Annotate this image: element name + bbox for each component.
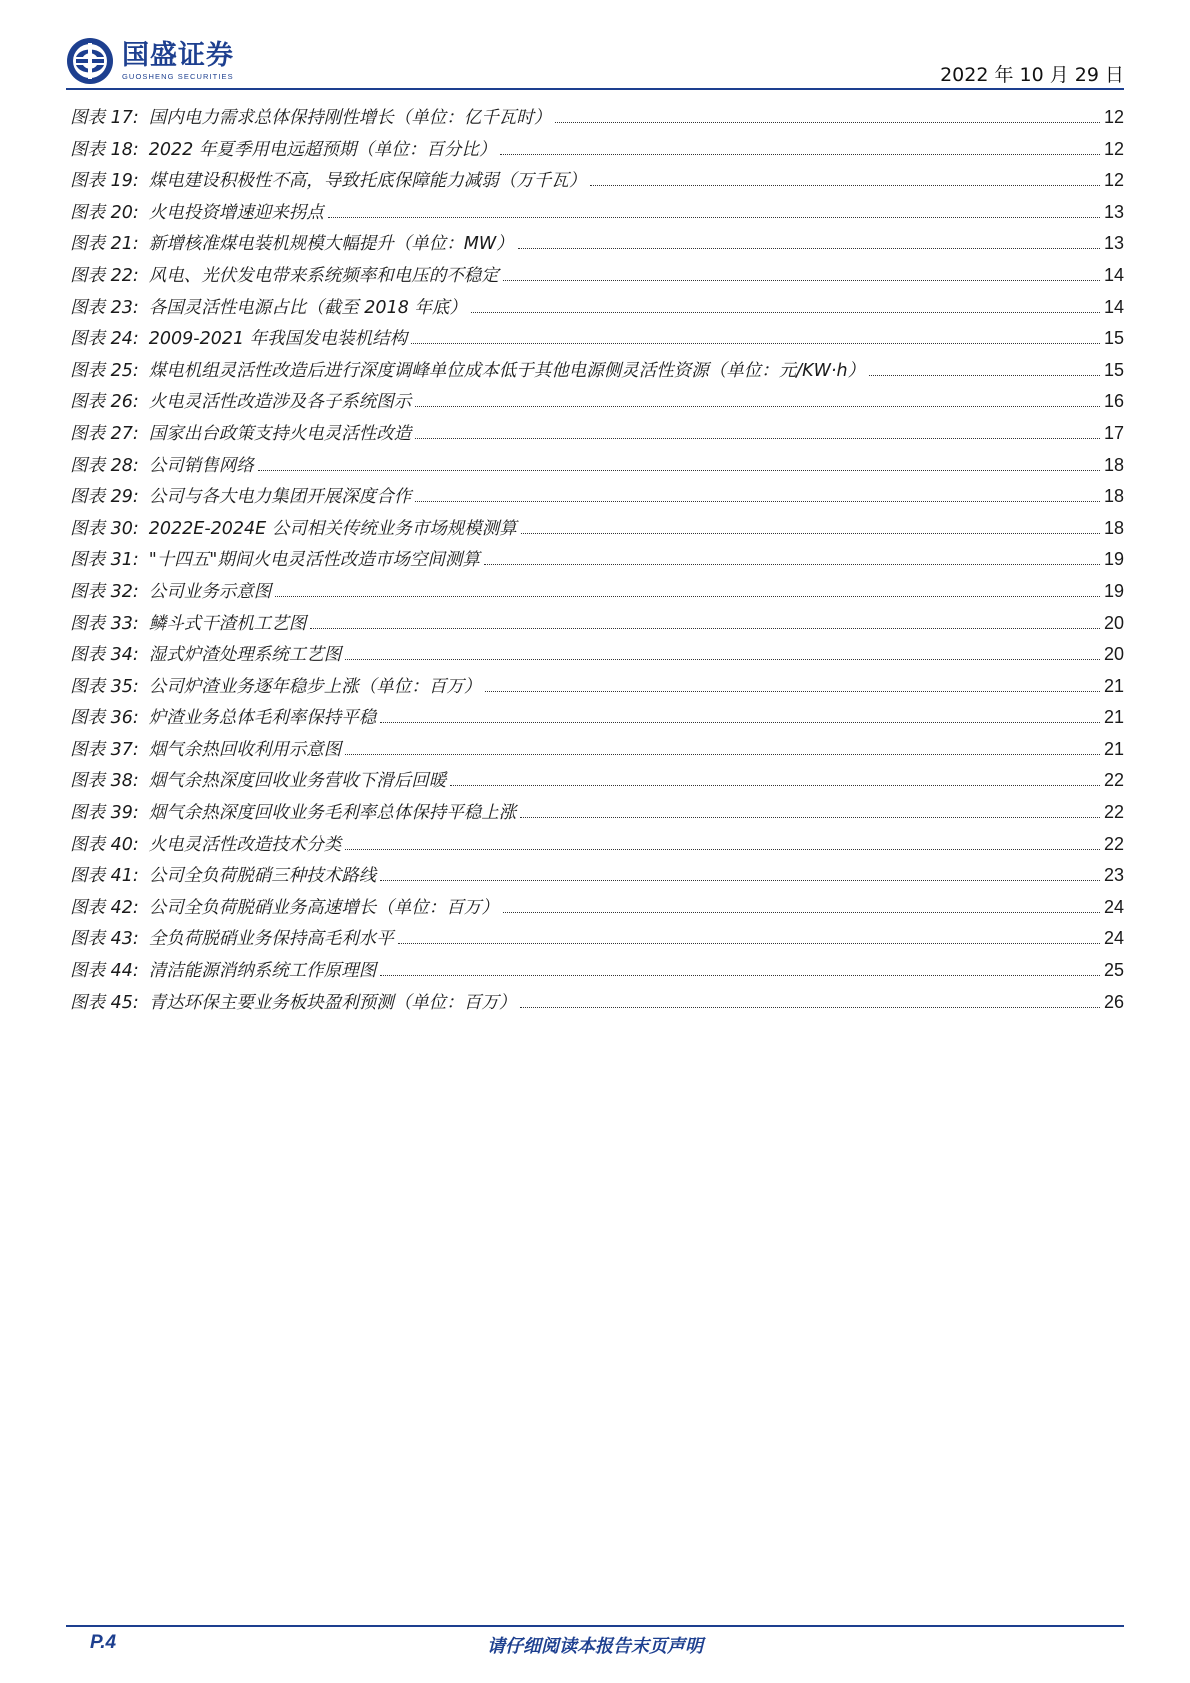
toc-entry-label: 图表 34: xyxy=(70,645,139,666)
toc-entry[interactable] xyxy=(70,420,1124,452)
logo-english-name: GUOSHENG SECURITIES xyxy=(122,71,234,81)
header-divider xyxy=(66,88,1124,90)
toc-entry[interactable] xyxy=(70,294,1124,326)
toc-entry-title: 火电投资增速迎来拐点 xyxy=(148,202,324,223)
toc-entry-label: 图表 19: xyxy=(70,171,139,192)
toc-entry-page: 18 xyxy=(1103,517,1124,538)
toc-entry-page: 19 xyxy=(1103,549,1124,570)
toc-entry[interactable] xyxy=(70,862,1124,894)
toc-entry[interactable] xyxy=(70,831,1124,863)
toc-dot-leader xyxy=(869,375,1100,376)
toc-entry[interactable] xyxy=(70,357,1124,389)
toc-dot-leader xyxy=(415,438,1100,439)
toc-entry-label: 图表 26: xyxy=(70,392,139,413)
toc-entry-title: 公司销售网络 xyxy=(148,455,254,476)
toc-dot-leader xyxy=(345,754,1100,755)
toc-entry[interactable] xyxy=(70,388,1124,420)
toc-entry-title: 鳞斗式干渣机工艺图 xyxy=(148,613,307,634)
toc-entry-title: 公司全负荷脱硝三种技术路线 xyxy=(148,866,377,887)
toc-entry-label: 图表 44: xyxy=(70,961,139,982)
toc-dot-leader xyxy=(415,406,1100,407)
company-logo xyxy=(66,36,234,86)
toc-entry-label: 图表 43: xyxy=(70,929,139,950)
toc-entry-label: 图表 18: xyxy=(70,139,139,160)
toc-entry[interactable] xyxy=(70,230,1124,262)
toc-entry-title: 公司全负荷脱硝业务高速增长（单位：百万） xyxy=(148,897,499,918)
toc-entry-page: 20 xyxy=(1103,644,1124,665)
toc-entry-title: 烟气余热深度回收业务毛利率总体保持平稳上涨 xyxy=(148,803,517,824)
toc-entry-title: 火电灵活性改造技术分类 xyxy=(148,834,342,855)
toc-entry-page: 19 xyxy=(1103,580,1124,601)
toc-entry-label: 图表 17: xyxy=(70,108,139,128)
toc-entry-page: 21 xyxy=(1103,675,1124,696)
toc-entry-label: 图表 27: xyxy=(70,423,139,444)
toc-entry[interactable] xyxy=(70,610,1124,642)
toc-dot-leader xyxy=(345,849,1100,850)
toc-entry-title: 风电、光伏发电带来系统频率和电压的不稳定 xyxy=(148,265,499,286)
toc-dot-leader xyxy=(380,722,1100,723)
toc-dot-leader xyxy=(471,312,1100,313)
toc-dot-leader xyxy=(520,817,1100,818)
toc-entry[interactable] xyxy=(70,578,1124,610)
toc-entry-label: 图表 41: xyxy=(70,866,139,887)
toc-entry-title: "十四五"期间火电灵活性改造市场空间测算 xyxy=(148,550,480,571)
logo-chinese-name: 国盛证券 xyxy=(122,39,234,71)
toc-dot-leader xyxy=(380,880,1100,881)
toc-entry-page: 23 xyxy=(1103,865,1124,886)
toc-entry-label: 图表 38: xyxy=(70,771,139,792)
toc-entry[interactable] xyxy=(70,452,1124,484)
toc-entry-title: 炉渣业务总体毛利率保持平稳 xyxy=(148,708,377,729)
toc-entry-label: 图表 36: xyxy=(70,708,139,729)
toc-entry-label: 图表 33: xyxy=(70,613,139,634)
toc-entry-title: 全负荷脱硝业务保持高毛利水平 xyxy=(148,929,394,950)
toc-entry-page: 15 xyxy=(1103,359,1124,380)
toc-entry[interactable] xyxy=(70,704,1124,736)
toc-dot-leader xyxy=(450,785,1100,786)
report-date: 2022 年 10 月 29 日 xyxy=(940,64,1124,86)
toc-entry[interactable] xyxy=(70,925,1124,957)
toc-entry-page: 21 xyxy=(1103,707,1124,728)
toc-entry[interactable] xyxy=(70,104,1124,136)
toc-dot-leader xyxy=(380,975,1100,976)
toc-entry-page: 22 xyxy=(1103,802,1124,823)
toc-entry-title: 2022E-2024E 公司相关传统业务市场规模测算 xyxy=(148,518,517,539)
toc-entry-page: 21 xyxy=(1103,738,1124,759)
toc-dot-leader xyxy=(415,501,1100,502)
toc-entry-label: 图表 31: xyxy=(70,550,139,571)
toc-entry-title: 湿式炉渣处理系统工艺图 xyxy=(148,645,342,666)
toc-entry[interactable] xyxy=(70,736,1124,768)
toc-dot-leader xyxy=(398,943,1100,944)
toc-entry[interactable] xyxy=(70,546,1124,578)
toc-entry-title: 公司业务示意图 xyxy=(148,581,272,602)
toc-entry-page: 25 xyxy=(1103,960,1124,981)
toc-dot-leader xyxy=(310,628,1100,629)
toc-entry[interactable] xyxy=(70,894,1124,926)
toc-entry-label: 图表 22: xyxy=(70,265,139,286)
toc-entry[interactable] xyxy=(70,799,1124,831)
toc-entry-label: 图表 45: xyxy=(70,992,139,1013)
toc-entry-page: 14 xyxy=(1103,264,1124,285)
toc-entry-label: 图表 25: xyxy=(70,360,139,381)
toc-entry-title: 煤电建设积极性不高，导致托底保障能力减弱（万千瓦） xyxy=(148,171,587,192)
toc-entry-page: 18 xyxy=(1103,486,1124,507)
toc-dot-leader xyxy=(484,564,1100,565)
toc-entry[interactable] xyxy=(70,515,1124,547)
toc-entry-page: 22 xyxy=(1103,770,1124,791)
toc-entry[interactable] xyxy=(70,673,1124,705)
toc-dot-leader xyxy=(503,912,1100,913)
toc-entry-label: 图表 29: xyxy=(70,487,139,508)
toc-entry[interactable] xyxy=(70,767,1124,799)
toc-entry-page: 12 xyxy=(1103,107,1124,127)
toc-entry-title: 新增核准煤电装机规模大幅提升（单位：MW） xyxy=(148,234,514,255)
toc-dot-leader xyxy=(555,122,1100,123)
toc-entry-title: 2022 年夏季用电远超预期（单位：百分比） xyxy=(148,139,497,160)
toc-dot-leader xyxy=(521,533,1100,534)
toc-entry[interactable] xyxy=(70,957,1124,989)
disclaimer-note: 请仔细阅读本报告末页声明 xyxy=(487,1636,703,1657)
toc-entry[interactable] xyxy=(70,483,1124,515)
toc-entry-label: 图表 28: xyxy=(70,455,139,476)
toc-entry-title: 公司炉渣业务逐年稳步上涨（单位：百万） xyxy=(148,676,482,697)
toc-entry-page: 26 xyxy=(1103,991,1124,1012)
toc-entry-page: 13 xyxy=(1103,233,1124,254)
toc-entry[interactable] xyxy=(70,199,1124,231)
toc-entry-title: 火电灵活性改造涉及各子系统图示 xyxy=(148,392,412,413)
toc-dot-leader xyxy=(345,659,1100,660)
toc-entry-label: 图表 23: xyxy=(70,297,139,318)
toc-entry[interactable] xyxy=(70,989,1124,1021)
toc-entry-title: 烟气余热回收利用示意图 xyxy=(148,739,342,760)
toc-entry-page: 13 xyxy=(1103,201,1124,222)
toc-entry-label: 图表 39: xyxy=(70,803,139,824)
toc-entry-title: 清洁能源消纳系统工作原理图 xyxy=(148,961,377,982)
toc-dot-leader xyxy=(275,596,1100,597)
toc-entry-label: 图表 37: xyxy=(70,739,139,760)
page-header xyxy=(0,0,1190,100)
toc-entry-title: 各国灵活性电源占比（截至 2018 年底） xyxy=(148,297,467,318)
toc-dot-leader xyxy=(500,154,1100,155)
toc-dot-leader xyxy=(520,1007,1100,1008)
footer-divider xyxy=(66,1625,1124,1627)
guosheng-logo-icon xyxy=(66,37,114,85)
toc-entry-page: 16 xyxy=(1103,391,1124,412)
figure-index-list xyxy=(70,104,1124,1020)
toc-entry[interactable] xyxy=(70,325,1124,357)
toc-dot-leader xyxy=(258,470,1100,471)
toc-entry-label: 图表 35: xyxy=(70,676,139,697)
toc-dot-leader xyxy=(518,248,1100,249)
toc-entry-page: 18 xyxy=(1103,454,1124,475)
toc-entry-title: 烟气余热深度回收业务营收下滑后回暖 xyxy=(148,771,447,792)
toc-entry[interactable] xyxy=(70,136,1124,168)
toc-entry-page: 14 xyxy=(1103,296,1124,317)
toc-dot-leader xyxy=(411,343,1100,344)
toc-entry-page: 22 xyxy=(1103,833,1124,854)
toc-entry-label: 图表 30: xyxy=(70,518,139,539)
toc-entry-title: 国家出台政策支持火电灵活性改造 xyxy=(148,423,412,444)
toc-entry-title: 公司与各大电力集团开展深度合作 xyxy=(148,487,412,508)
toc-entry[interactable] xyxy=(70,262,1124,294)
toc-entry-page: 17 xyxy=(1103,422,1124,443)
toc-entry-page: 12 xyxy=(1103,170,1124,191)
toc-entry-page: 12 xyxy=(1103,138,1124,159)
toc-entry[interactable] xyxy=(70,167,1124,199)
toc-entry-page: 24 xyxy=(1103,896,1124,917)
toc-dot-leader xyxy=(503,280,1100,281)
toc-entry-title: 煤电机组灵活性改造后进行深度调峰单位成本低于其他电源侧灵活性资源（单位：元/KW·h） xyxy=(148,360,866,381)
toc-dot-leader xyxy=(328,217,1100,218)
toc-dot-leader xyxy=(590,185,1100,186)
toc-entry-title: 国内电力需求总体保持刚性增长（单位：亿千瓦时） xyxy=(148,108,552,128)
toc-entry-label: 图表 20: xyxy=(70,202,139,223)
toc-dot-leader xyxy=(485,691,1100,692)
page-number: P.4 xyxy=(90,1632,117,1653)
toc-entry[interactable] xyxy=(70,641,1124,673)
toc-entry-page: 15 xyxy=(1103,328,1124,349)
toc-entry-label: 图表 42: xyxy=(70,897,139,918)
toc-entry-page: 24 xyxy=(1103,928,1124,949)
toc-entry-label: 图表 40: xyxy=(70,834,139,855)
toc-entry-label: 图表 24: xyxy=(70,329,139,350)
toc-entry-label: 图表 21: xyxy=(70,234,139,255)
toc-entry-page: 20 xyxy=(1103,612,1124,633)
toc-entry-title: 2009-2021 年我国发电装机结构 xyxy=(148,329,408,350)
toc-entry-label: 图表 32: xyxy=(70,581,139,602)
toc-entry-title: 青达环保主要业务板块盈利预测（单位：百万） xyxy=(148,992,517,1013)
